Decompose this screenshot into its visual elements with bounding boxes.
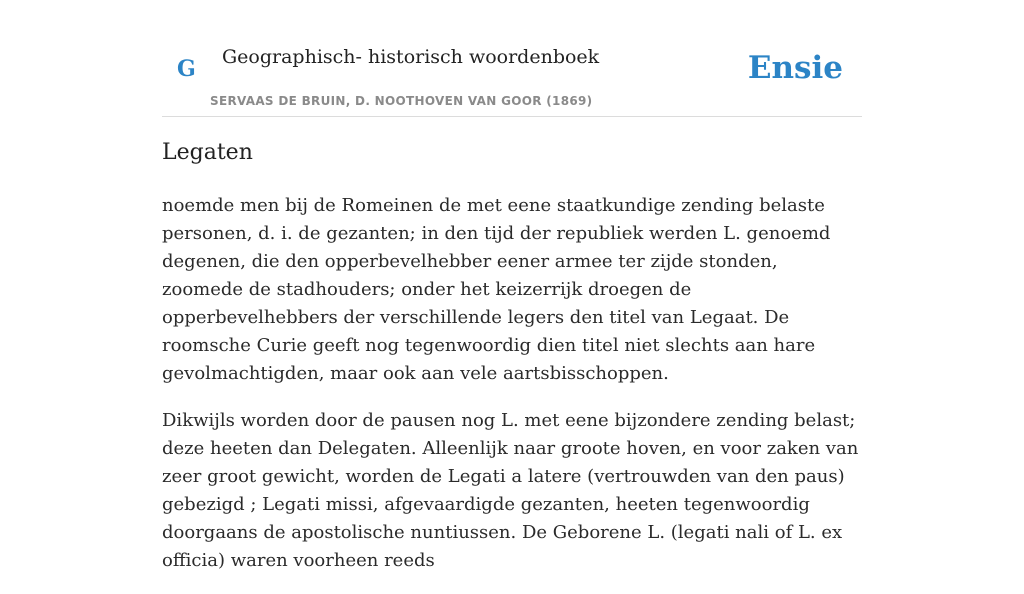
entry-title: Legaten (162, 140, 253, 165)
entry-body (162, 192, 862, 594)
page (162, 0, 862, 571)
book-logo[interactable]: G (177, 56, 196, 82)
book-title[interactable]: Geographisch- historisch woordenboek (222, 46, 600, 68)
ensie-logo[interactable]: Ensie (747, 50, 843, 86)
book-authors: SERVAAS DE BRUIN, D. NOOTHOVEN VAN GOOR (1869) (210, 94, 593, 108)
entry-paragraph: noemde men bij de Romeinen de met eene staatkundige zending belaste personen, d. i. de gezanten; in den tijd der republiek werden L. genoemd degenen, die den opperbevelhebber eener armee ter zijde stonden, zoomede de stadhouders; onder het keizerrijk droegen de opperbevelhebbers der verschillende legers den titel van Legaat. De roomsche Curie geeft nog tegenwoordig dien titel niet slechts aan hare gevolmachtigden, maar ook aan vele aartsbisschoppen. (162, 195, 831, 384)
header (162, 0, 862, 117)
entry-paragraph: Dikwijls worden door de pausen nog L. met eene bijzondere zending belast; deze heeten dan Delegaten. Alleenlijk naar groote hoven, en voor zaken van zeer groot gewicht, worden de Legati a latere (vertrouwden van den paus) gebezigd ; Legati missi, afgevaardigde gezanten, heeten tegenwoordig doorgaans de apostolische nuntiussen. De Geborene L. (legati nali of L. ex officia) waren voorheen reeds (162, 410, 859, 571)
